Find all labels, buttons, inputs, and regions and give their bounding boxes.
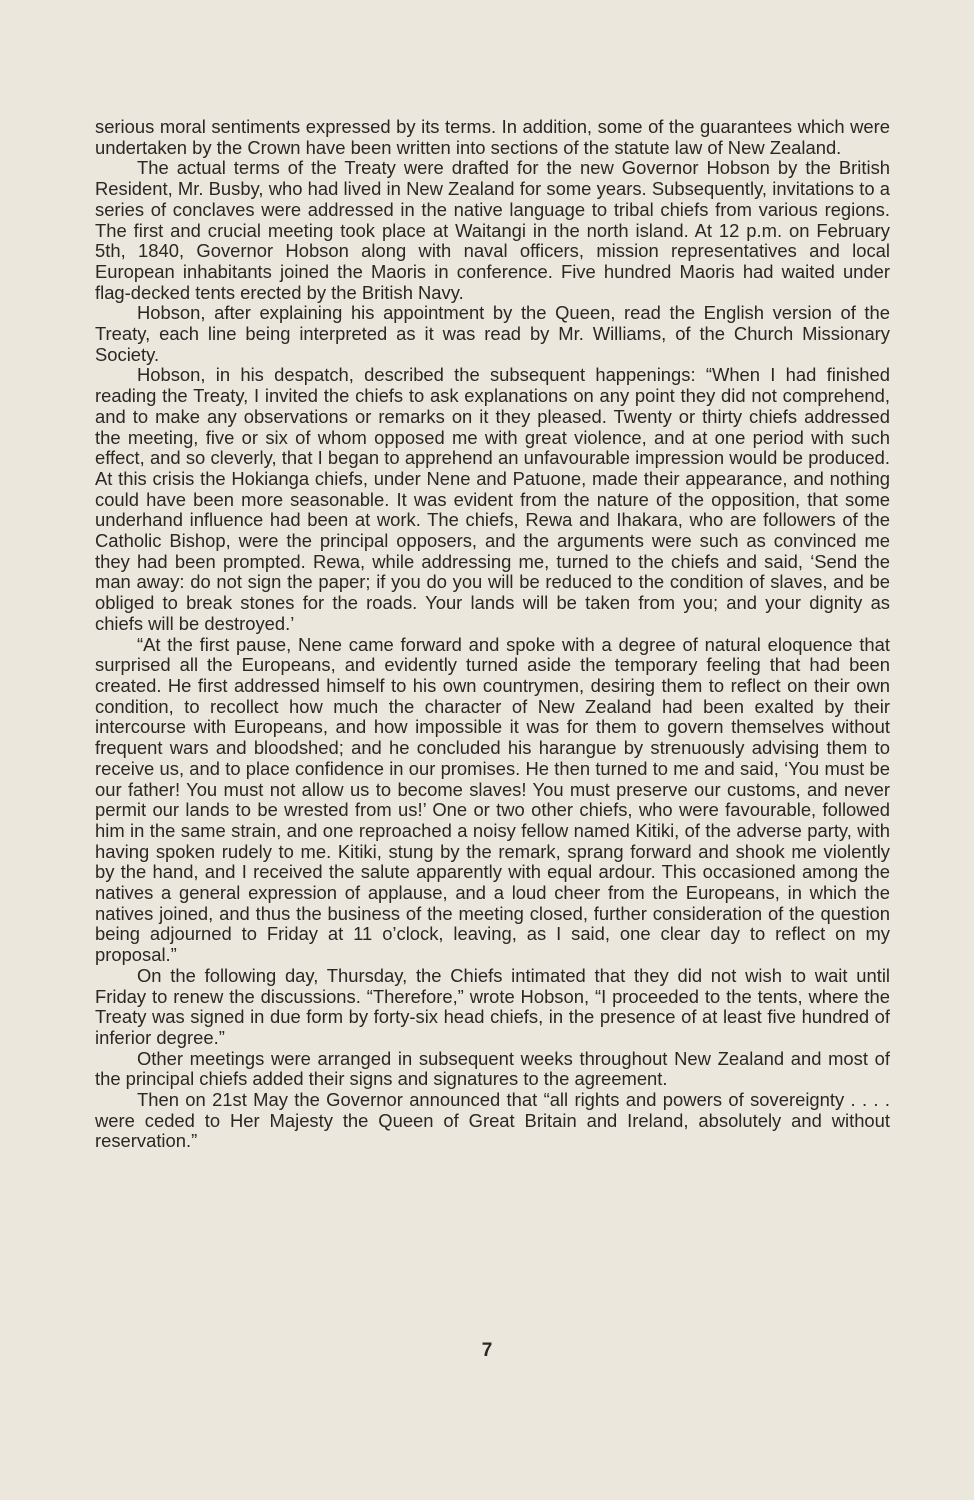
paragraph-8: Then on 21st May the Governor announced that “all rights and powers of sovereignty . . . . were ceded to Her Majesty the Queen of Great Britain and Ireland, absolutely and without reservation.” <box>95 1089 890 1152</box>
page-number: 7 <box>481 1340 493 1361</box>
paragraph-6: On the following day, Thursday, the Chiefs intimated that they did not wish to wait until Friday to renew the discussions. “Therefore,” wrote Hobson, “I proceeded to the tents, where the Treaty was signed in due form by forty-six head chiefs, in the presence of at least five hundred of inferior degree.” <box>95 964 890 1048</box>
body-text <box>95 117 890 1152</box>
paragraph-1: serious moral sentiments expressed by its terms. In addition, some of the guarantees which were undertaken by the Crown have been written into sections of the statute law of New Zealand. <box>95 116 890 158</box>
paragraph-4: Hobson, in his despatch, described the subsequent happenings: “When I had finished reading the Treaty, I invited the chiefs to ask explanations on any point they did not comprehend, and to make any observations or remarks on it they pleased. Twenty or thirty chiefs addressed the meeting, five or six of whom opposed me with great violence, and at one period with such effect, and so cleverly, that I began to apprehend an unfavourable impression would be produced. At this crisis the Hokianga chiefs, under Nene and Patuone, made their appearance, and nothing could have been more seasonable. It was evident from the nature of the opposition, that some underhand influence had been at work. The chiefs, Rewa and Ihakara, who are followers of the Catholic Bishop, were the principal opposers, and the arguments were such as convinced me they had been prompted. Rewa, while addressing me, turned to the chiefs and said, ‘Send the man away: do not sign the paper; if you do you will be reduced to the condition of slaves, and be obliged to break stones for the roads. Your lands will be taken from you; and your dignity as chiefs will be destroyed.’ <box>95 364 890 634</box>
paragraph-3: Hobson, after explaining his appointment by the Queen, read the English version of the Treaty, each line being interpreted as it was read by Mr. Williams, of the Church Missionary Society. <box>95 302 890 365</box>
paragraph-5: “At the first pause, Nene came forward and spoke with a degree of natural eloquence that surprised all the Europeans, and evidently turned aside the temporary feeling that had been created. He first addressed himself to his own countrymen, desiring them to reflect on their own condition, to recollect how much the character of New Zealand had been exalted by their intercourse with Europeans, and how impossible it was for them to govern themselves without frequent wars and bloodshed; and he concluded his harangue by strenuously advising them to receive us, and to place confidence in our promises. He then turned to me and said, ‘You must be our father! You must not allow us to become slaves! You must preserve our customs, and never permit our lands to be wrested from us!’ One or two other chiefs, who were favourable, followed him in the same strain, and one reproached a noisy fellow named Kitiki, of the adverse party, with having spoken rudely to me. Kitiki, stung by the remark, sprang forward and shook me violently by the hand, and I received the salute apparently with equal ardour. This occasioned among the natives a general expression of applause, and a loud cheer from the Europeans, in which the natives joined, and thus the business of the meeting closed, further consideration of the question being adjourned to Friday at 11 o’clock, leaving, as I said, one clear day to reflect on my proposal.” <box>95 633 890 966</box>
paragraph-2: The actual terms of the Treaty were drafted for the new Governor Hobson by the British Resident, Mr. Busby, who had lived in New Zealand for some years. Subsequently, invitations to a series of conclaves were addressed in the native language to tribal chiefs from various regions. The first and crucial meeting took place at Waitangi in the north island. At 12 p.m. on February 5th, 1840, Governor Hobson along with naval officers, mission representatives and local European inhabitants joined the Maoris in conference. Five hundred Maoris had waited under flag-decked tents erected by the British Navy. <box>95 157 890 303</box>
paragraph-7: Other meetings were arranged in subsequent weeks throughout New Zealand and most of the principal chiefs added their signs and signatures to the agreement. <box>95 1047 890 1090</box>
